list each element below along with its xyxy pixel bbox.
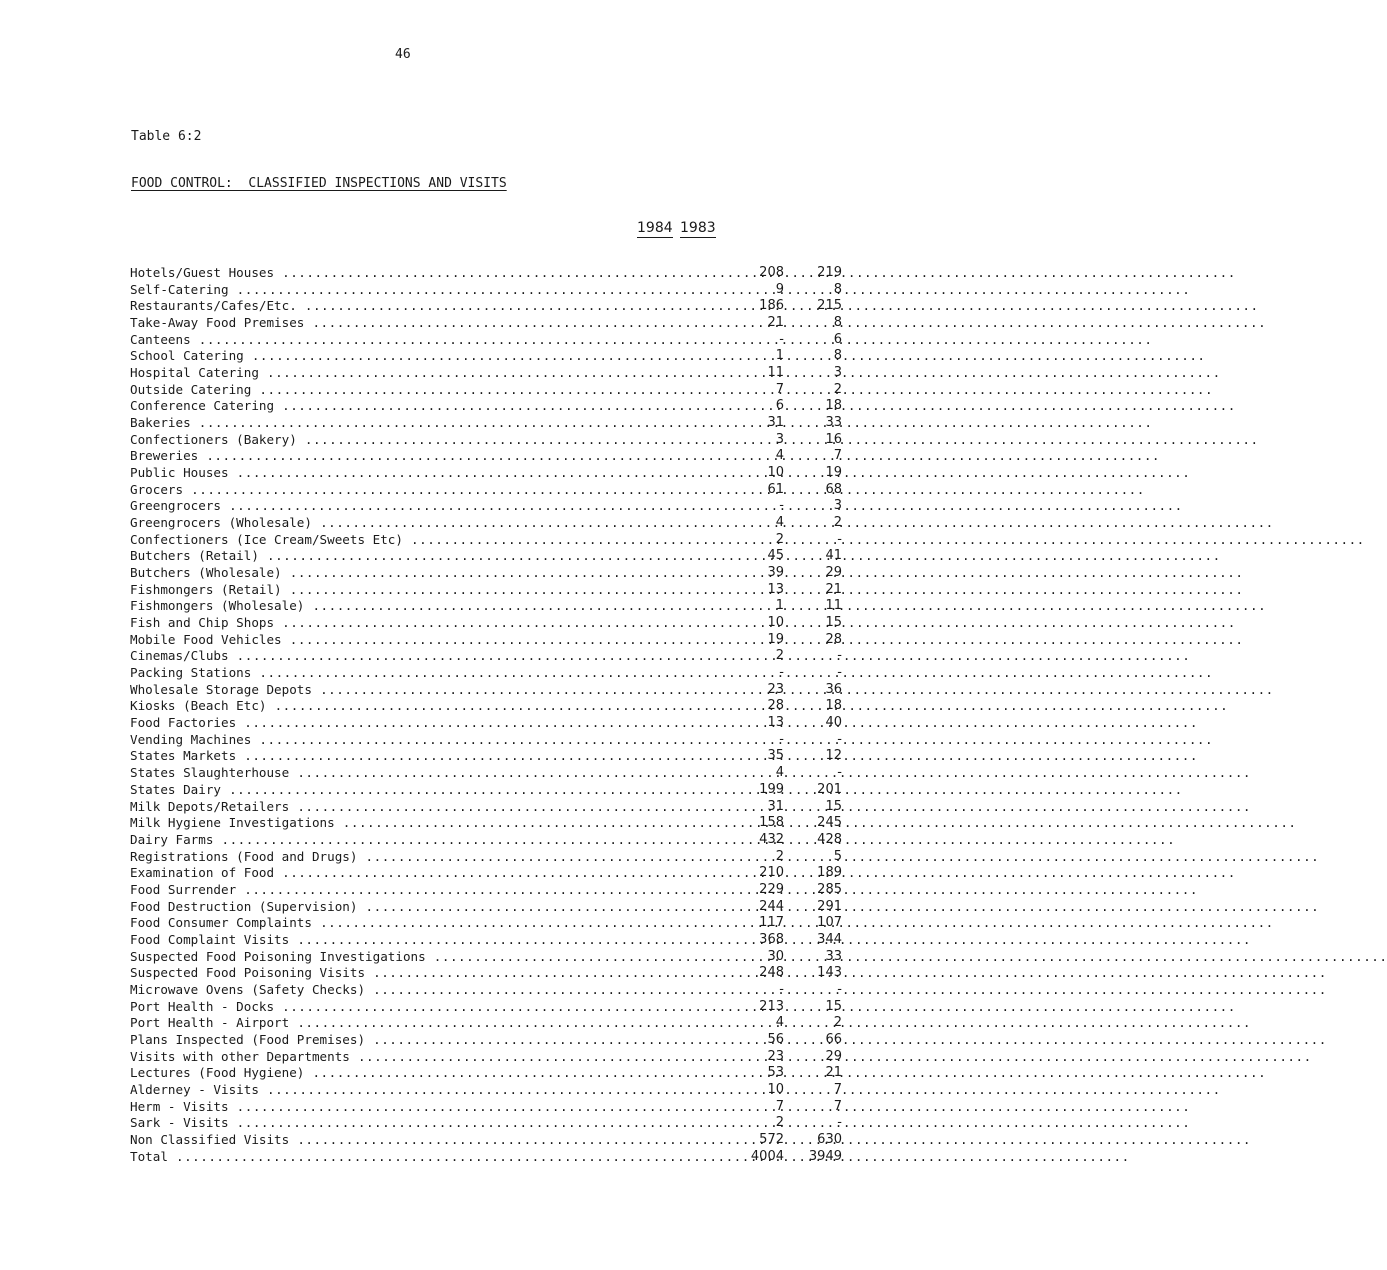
value-1983: 8	[833, 281, 842, 297]
value-1984: -	[779, 731, 784, 747]
value-1983: 201	[817, 781, 842, 797]
value-1984: 13	[767, 581, 784, 597]
row-label: Registrations (Food and Drugs) .....	[130, 849, 665, 866]
table-row	[130, 365, 842, 382]
row-label: Alderney - Visits .....	[130, 1082, 665, 1099]
value-1983: -	[837, 765, 842, 781]
row-label: Kiosks (Beach Etc) .....	[130, 698, 665, 715]
value-1984: 213	[759, 998, 784, 1014]
value-1984: 45	[767, 548, 784, 564]
row-label: Outside Catering .....	[130, 382, 665, 399]
value-1983: 15	[825, 798, 842, 814]
table-row	[130, 715, 842, 732]
row-label: Visits with other Departments .....	[130, 1049, 665, 1066]
value-1984: 56	[767, 1031, 784, 1047]
row-label: Cinemas/Clubs .....	[130, 648, 665, 665]
table-row	[130, 665, 842, 682]
table-row	[130, 581, 842, 599]
value-1984: -	[779, 665, 784, 681]
value-1984: 19	[767, 631, 784, 647]
value-1984: 244	[759, 898, 784, 914]
table-row	[130, 531, 842, 549]
value-1983: 68	[825, 481, 842, 497]
row-label: Conference Catering .....	[130, 398, 665, 415]
table-row	[130, 1115, 842, 1132]
value-1983: 428	[817, 831, 842, 847]
table-title: FOOD CONTROL: CLASSIFIED INSPECTIONS AND VISITS	[131, 176, 507, 191]
table-row	[130, 565, 842, 582]
row-label: States Markets .....	[130, 748, 665, 765]
value-1984: 28	[767, 698, 784, 714]
table-row	[130, 998, 842, 1016]
value-1983: 41	[825, 548, 842, 564]
value-1983: 36	[825, 681, 842, 697]
row-label: Food Surrender .....	[130, 882, 665, 899]
value-1984: 432	[759, 831, 784, 847]
row-label: Fishmongers (Retail) .....	[130, 582, 665, 599]
table-row	[130, 331, 842, 349]
table-row	[130, 315, 842, 332]
value-1983: 8	[833, 315, 842, 331]
value-1983: 3	[833, 365, 842, 381]
value-1983: -	[837, 1115, 842, 1131]
row-label: Grocers .....	[130, 482, 665, 499]
value-1983: 19	[825, 465, 842, 481]
value-1984: 2	[775, 648, 784, 664]
total-row	[130, 1148, 842, 1166]
table-row	[130, 681, 842, 699]
value-1983: 189	[817, 865, 842, 881]
row-label: Butchers (Wholesale) .....	[130, 565, 665, 582]
table-row	[130, 915, 842, 932]
row-label: Milk Hygiene Investigations .....	[130, 815, 665, 832]
value-1984: 368	[759, 931, 784, 947]
value-1984: 39	[767, 565, 784, 581]
row-label: Fish and Chip Shops .....	[130, 615, 665, 632]
value-1983: 18	[825, 698, 842, 714]
value-1984: 13	[767, 715, 784, 731]
value-1983: 8	[833, 348, 842, 364]
row-label: Microwave Ovens (Safety Checks) .....	[130, 982, 665, 999]
table-row	[130, 348, 842, 365]
value-1983: 28	[825, 631, 842, 647]
value-1983: 245	[817, 815, 842, 831]
value-1983: 3949	[808, 1148, 842, 1164]
row-label: Food Destruction (Supervision) .....	[130, 899, 665, 916]
value-1983: 2	[833, 381, 842, 397]
table-row	[130, 798, 842, 816]
value-1983: 6	[833, 331, 842, 347]
value-1984: 208	[759, 265, 784, 280]
value-1983: 2	[833, 1015, 842, 1031]
row-label: Take-Away Food Premises .....	[130, 315, 665, 332]
value-1984: 117	[759, 915, 784, 931]
value-1984: 53	[767, 1065, 784, 1081]
table-row	[130, 1098, 842, 1116]
row-label: Canteens .....	[130, 332, 665, 349]
value-1983: 15	[825, 998, 842, 1014]
table-row	[130, 698, 842, 715]
row-label: Food Consumer Complaints .....	[130, 915, 665, 932]
value-1984: 1	[775, 598, 784, 614]
value-1983: 29	[825, 1048, 842, 1064]
value-1984: 1	[775, 348, 784, 364]
value-1983: 5	[833, 848, 842, 864]
value-1984: 9	[775, 281, 784, 297]
value-1983: 219	[817, 265, 842, 280]
table-row	[130, 448, 842, 465]
value-1983: 21	[825, 1065, 842, 1081]
row-label: Hospital Catering .....	[130, 365, 665, 382]
value-1983: 18	[825, 398, 842, 414]
table-row	[130, 415, 842, 432]
value-1983: -	[837, 981, 842, 997]
value-1984: 572	[759, 1131, 784, 1147]
value-1983: 107	[817, 915, 842, 931]
value-1984: 23	[767, 1048, 784, 1064]
table-row	[130, 1081, 842, 1099]
value-1984: 210	[759, 865, 784, 881]
table-row	[130, 981, 842, 999]
row-label: Examination of Food .....	[130, 865, 665, 882]
value-1983: 2	[833, 515, 842, 531]
value-1984: 2	[775, 848, 784, 864]
value-1984: 61	[767, 481, 784, 497]
value-1984: 35	[767, 748, 784, 764]
value-1984: 3	[775, 431, 784, 447]
row-label: States Slaughterhouse .....	[130, 765, 665, 782]
value-1983: -	[837, 731, 842, 747]
table-row	[130, 498, 842, 515]
value-1984: 6	[775, 398, 784, 414]
value-1984: 10	[767, 1081, 784, 1097]
value-1983: -	[837, 531, 842, 547]
value-1983: 7	[833, 1098, 842, 1114]
table-row	[130, 948, 842, 966]
table-row	[130, 465, 842, 482]
table-row	[130, 898, 842, 916]
value-1984: 4	[775, 448, 784, 464]
table-row	[130, 398, 842, 415]
value-1984: -	[779, 981, 784, 997]
value-1984: 21	[767, 315, 784, 331]
value-1984: 4	[775, 765, 784, 781]
table-row	[130, 631, 842, 649]
row-label: Vending Machines .....	[130, 732, 665, 749]
table-row	[130, 515, 842, 532]
row-label: Suspected Food Poisoning Investigations .....	[130, 949, 665, 966]
value-1984: 186	[759, 298, 784, 314]
value-1983: 11	[825, 598, 842, 614]
table-row	[130, 1048, 842, 1066]
table-row	[130, 1015, 842, 1032]
value-1983: 15	[825, 615, 842, 631]
row-label: Public Houses .....	[130, 465, 665, 482]
value-1984: 2	[775, 531, 784, 547]
row-label: States Dairy .....	[130, 782, 665, 799]
value-1983: 33	[825, 948, 842, 964]
value-1983: 344	[817, 931, 842, 947]
value-1983: -	[837, 648, 842, 664]
value-1983: 285	[817, 881, 842, 897]
value-1983: 66	[825, 1031, 842, 1047]
value-1983: 33	[825, 415, 842, 431]
row-label: Hotels/Guest Houses .....	[130, 265, 665, 282]
table-row	[130, 548, 842, 565]
column-header-1984: 1984	[637, 220, 673, 236]
row-label: Packing Stations .....	[130, 665, 665, 682]
table-row	[130, 765, 842, 782]
row-label: Bakeries .....	[130, 415, 665, 432]
value-1983: 3	[833, 498, 842, 514]
row-label: Plans Inspected (Food Premises) .....	[130, 1032, 665, 1049]
value-1984: 2	[775, 1115, 784, 1131]
value-1983: 143	[817, 965, 842, 981]
table-row	[130, 381, 842, 399]
value-1984: 199	[759, 781, 784, 797]
page-number: 46	[395, 47, 411, 62]
table-label: Table 6:2	[131, 129, 202, 144]
row-label: Non Classified Visits .....	[130, 1132, 665, 1149]
value-1984: 158	[759, 815, 784, 831]
value-1984: 31	[767, 798, 784, 814]
table-row	[130, 431, 842, 449]
table-row	[130, 615, 842, 632]
row-label: Confectioners (Bakery) .....	[130, 432, 665, 449]
table-row	[130, 831, 842, 849]
value-1983: 215	[817, 298, 842, 314]
row-label: Fishmongers (Wholesale) .....	[130, 598, 665, 615]
value-1983: 630	[817, 1131, 842, 1147]
value-1984: 11	[767, 365, 784, 381]
row-label: Restaurants/Cafes/Etc. .....	[130, 298, 665, 315]
value-1984: 10	[767, 465, 784, 481]
value-1984: 10	[767, 615, 784, 631]
value-1984: 4	[775, 1015, 784, 1031]
table-row	[130, 781, 842, 799]
value-1984: 31	[767, 415, 784, 431]
value-1983: -	[837, 665, 842, 681]
table-row	[130, 481, 842, 499]
table-row	[130, 931, 842, 949]
value-1983: 12	[825, 748, 842, 764]
table-row	[130, 848, 842, 866]
row-label: Total .....	[130, 1149, 665, 1166]
table-row	[130, 1065, 842, 1082]
row-label: Butchers (Retail) .....	[130, 548, 665, 565]
table-row	[130, 598, 842, 615]
table-row	[130, 965, 842, 982]
value-1983: 40	[825, 715, 842, 731]
inspections-table	[130, 265, 842, 1165]
row-label: Mobile Food Vehicles .....	[130, 632, 665, 649]
value-1983: 16	[825, 431, 842, 447]
value-1983: 29	[825, 565, 842, 581]
row-label: Greengrocers (Wholesale) .....	[130, 515, 665, 532]
value-1984: 7	[775, 1098, 784, 1114]
value-1984: 7	[775, 381, 784, 397]
value-1983: 7	[833, 448, 842, 464]
row-label: Greengrocers .....	[130, 498, 665, 515]
value-1984: 4004	[750, 1148, 784, 1164]
table-row	[130, 1031, 842, 1049]
row-label: Port Health - Docks .....	[130, 999, 665, 1016]
table-row	[130, 865, 842, 882]
table-row	[130, 648, 842, 665]
value-1984: -	[779, 498, 784, 514]
table-row	[130, 265, 842, 282]
row-label: Food Complaint Visits .....	[130, 932, 665, 949]
value-1983: 7	[833, 1081, 842, 1097]
row-label: School Catering .....	[130, 348, 665, 365]
table-row	[130, 298, 842, 315]
value-1983: 21	[825, 581, 842, 597]
value-1983: 291	[817, 898, 842, 914]
column-header-1983: 1983	[680, 220, 716, 236]
row-label: Confectioners (Ice Cream/Sweets Etc) .....	[130, 532, 665, 549]
row-label: Port Health - Airport .....	[130, 1015, 665, 1032]
row-label: Suspected Food Poisoning Visits .....	[130, 965, 665, 982]
row-label: Food Factories .....	[130, 715, 665, 732]
row-label: Wholesale Storage Depots .....	[130, 682, 665, 699]
value-1984: 248	[759, 965, 784, 981]
value-1984: 23	[767, 681, 784, 697]
table-row	[130, 1131, 842, 1149]
row-label: Self-Catering .....	[130, 282, 665, 299]
value-1984: -	[779, 331, 784, 347]
table-row	[130, 731, 842, 749]
table-row	[130, 815, 842, 832]
row-label: Herm - Visits .....	[130, 1099, 665, 1116]
value-1984: 229	[759, 881, 784, 897]
value-1984: 30	[767, 948, 784, 964]
row-label: Dairy Farms .....	[130, 832, 665, 849]
row-label: Lectures (Food Hygiene) .....	[130, 1065, 665, 1082]
table-row	[130, 748, 842, 765]
row-label: Breweries .....	[130, 448, 665, 465]
row-label: Sark - Visits .....	[130, 1115, 665, 1132]
row-label: Milk Depots/Retailers .....	[130, 799, 665, 816]
value-1984: 4	[775, 515, 784, 531]
table-row	[130, 281, 842, 299]
table-row	[130, 881, 842, 899]
